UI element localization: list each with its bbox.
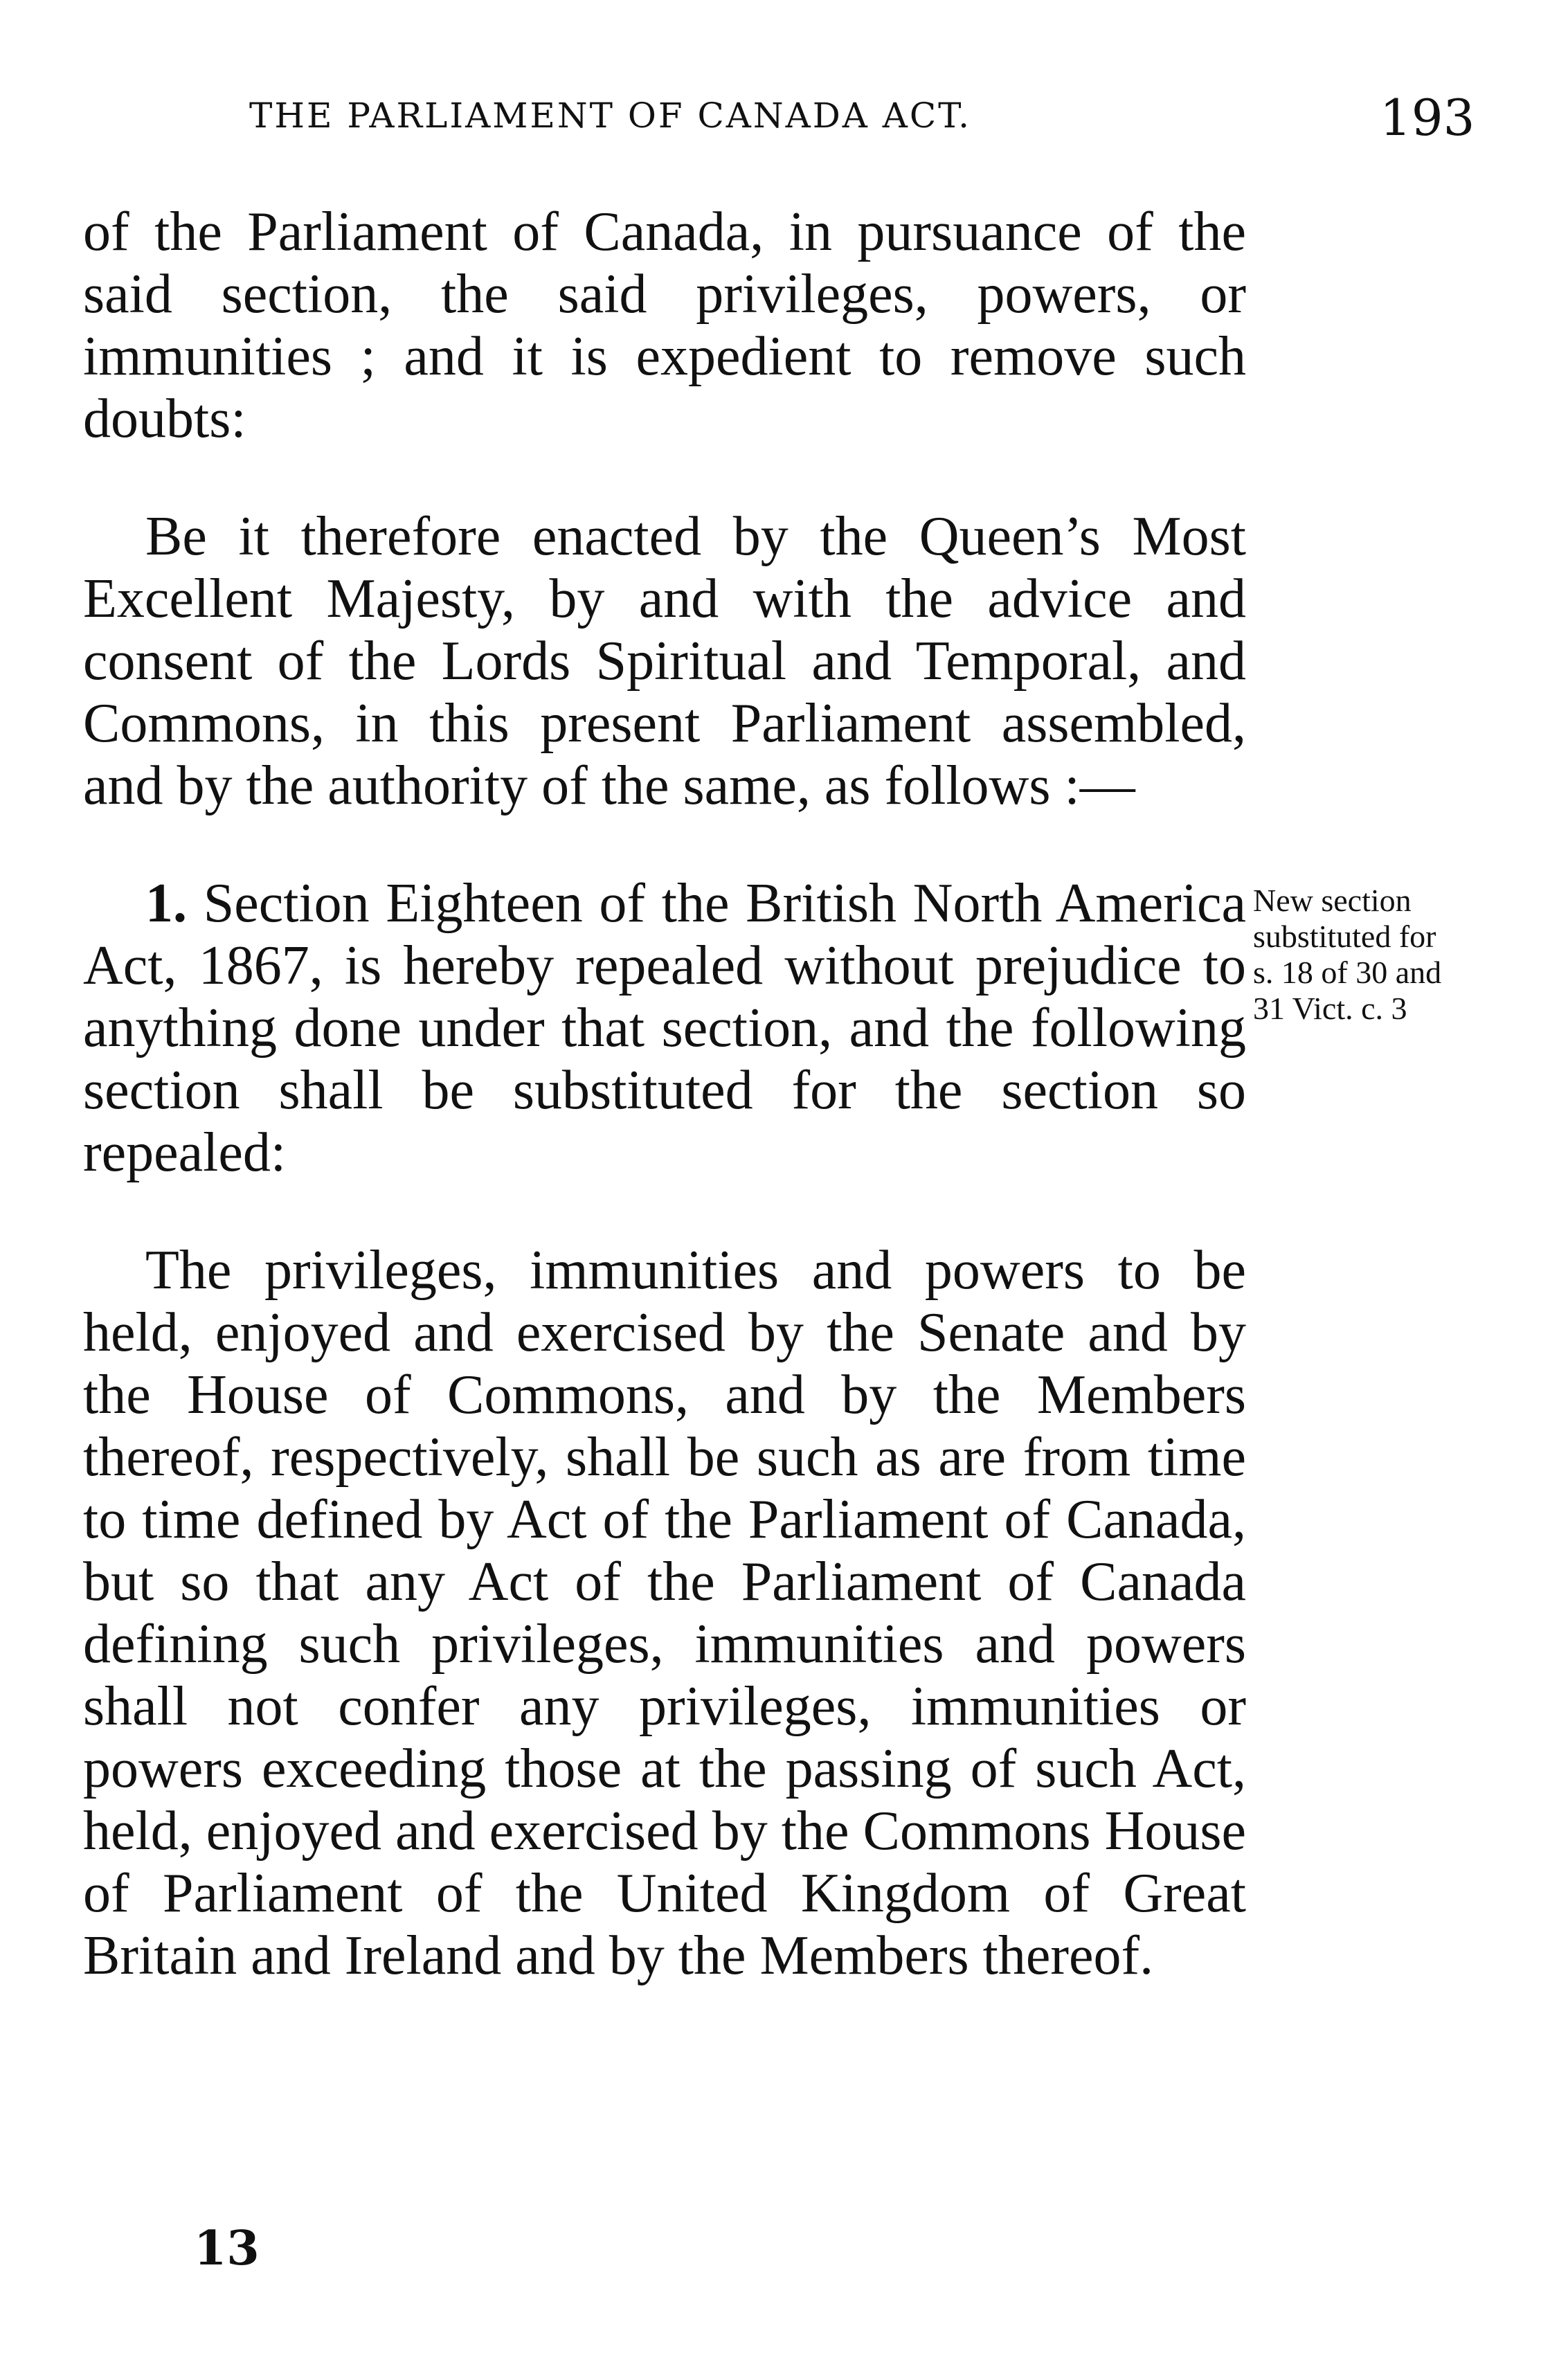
signature-mark: 13 <box>194 2221 260 2276</box>
paragraph-continued: of the Parliament of Canada, in pursuance of the said section, the said privileges, powers, or immunities ; and it is expedient to remove such doubts: <box>83 201 1246 449</box>
paragraph-enacting-clause: Be it therefore enacted by the Queen’s Most Excellent Majesty, by and with the advice and consent of the Lords Spiritual and Temporal, and Commons, in this present Parliament assembled, and by the authority of the same, as follows :— <box>83 506 1246 816</box>
section-1-text: Section Eighteen of the British North America Act, 1867, is hereby repealed without prejudice to anything done under that section, and the following section shall be substituted for the section so repealed: <box>83 873 1246 1183</box>
paragraph-new-section-18: The privileges, immunities and powers to be held, enjoyed and exercised by the Senate and by the House of Commons, and by the Members thereof, respectively, shall be such as are from time to time defined by Act of the Parliament of Canada, but so that any Act of the Parliament of Canada defining such privileges, immunities and powers shall not confer any privileges, immunities or powers exceeding those at the passing of such Act, held, enjoyed and exercised by the Commons House of Parliament of the United Kingdom of Great Britain and Ireland and by the Members thereof. <box>83 1240 1246 1986</box>
running-title: THE PARLIAMENT OF CANADA ACT. <box>249 96 972 136</box>
margin-note: New section substituted for s. 18 of 30 and 31 Vict. c. 3 <box>1253 883 1442 1026</box>
section-number: 1. <box>145 873 187 934</box>
paragraph-section-1 <box>83 872 1246 1184</box>
page-number: 193 <box>1380 89 1475 147</box>
body-text <box>83 201 1246 1987</box>
running-head <box>0 89 1568 151</box>
